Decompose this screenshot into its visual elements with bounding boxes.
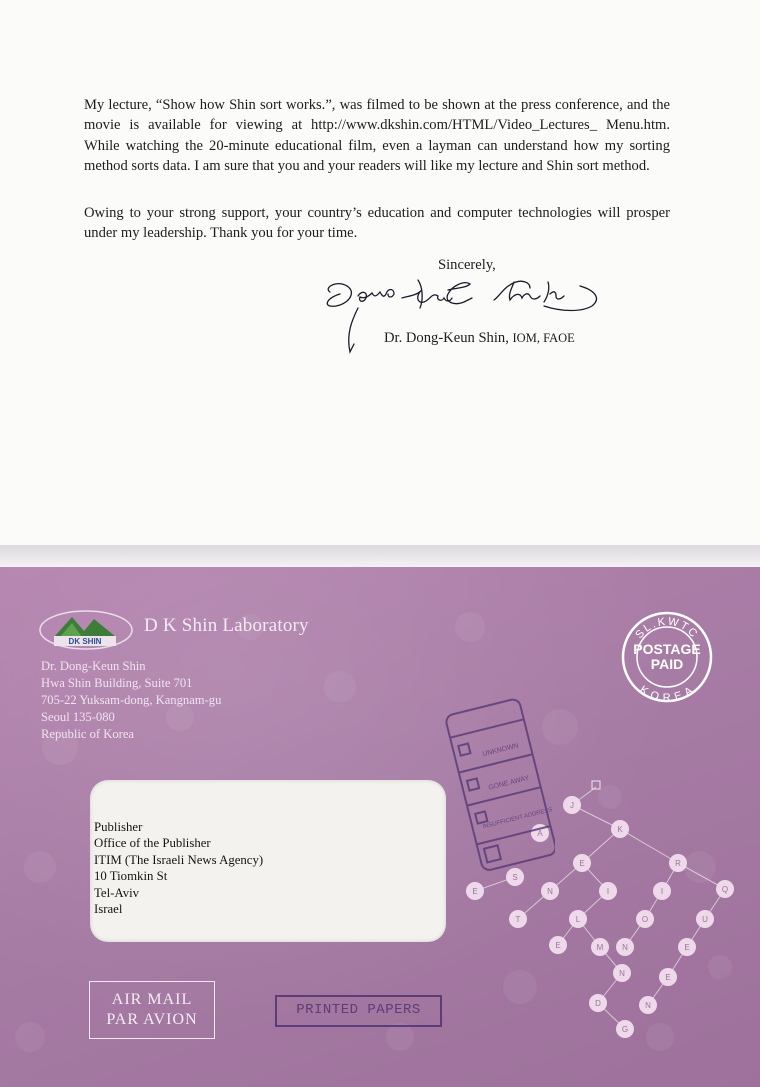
- svg-text:Q: Q: [721, 885, 729, 894]
- signer-titles: IOM, FAOE: [512, 331, 575, 345]
- postage-line1: POSTAGE: [633, 641, 701, 657]
- letter-paragraph-2: Owing to your strong support, your country’s education and computer technologies will prosper under my leadership. Thank you for your time.: [84, 205, 670, 242]
- tree-node: [696, 910, 714, 928]
- envelope: [0, 567, 760, 1087]
- svg-text:E: E: [555, 941, 561, 950]
- tree-node: [616, 1020, 634, 1038]
- stamp-label-insufficient: INSUFFICIENT ADDRESS: [482, 807, 554, 831]
- svg-text:E: E: [579, 859, 585, 868]
- svg-text:E: E: [472, 887, 478, 896]
- tree-node: [591, 938, 609, 956]
- airmail-line2: PAR AVION: [106, 1011, 198, 1028]
- dk-shin-logo: [38, 609, 134, 651]
- svg-text:I: I: [660, 887, 664, 896]
- tree-node: [659, 968, 677, 986]
- tree-node: [613, 964, 631, 982]
- tree-node: [569, 910, 587, 928]
- svg-text:S: S: [512, 873, 518, 882]
- tree-node: [639, 996, 657, 1014]
- svg-text:A: A: [537, 829, 543, 838]
- postage-ring-bottom: KOREA: [637, 683, 697, 703]
- recipient-line: 10 Tiomkin St: [94, 869, 168, 884]
- airmail-label: [89, 981, 215, 1039]
- recipient-line: Publisher: [94, 820, 143, 834]
- tree-root-marker: [592, 781, 600, 789]
- letter-paragraph-1: My lecture, “Show how Shin sort works.”, was filmed to be shown at the press conference, and the movie is available for viewing at http://www.dkshin.com/HTML/Video_Lectures_ Menu.htm. While watching the 20-minute educational film, even a layman can understand how my sorting method sorts data. I am sure that you and your readers will like my lecture and Shin sort method.: [84, 97, 670, 174]
- recipient-line: Office of the Publisher: [94, 836, 211, 851]
- signer-name: Dr. Dong-Keun Shin,: [384, 330, 509, 346]
- svg-text:N: N: [622, 943, 628, 952]
- lab-name: D K Shin Laboratory: [144, 615, 309, 636]
- recipient-line: ITIM (The Israeli News Agency): [94, 852, 264, 867]
- svg-text:N: N: [645, 1001, 651, 1010]
- sender-line: Republic of Korea: [41, 727, 135, 741]
- postage-paid-mark: [621, 611, 713, 703]
- svg-text:G: G: [621, 1025, 629, 1034]
- svg-text:I: I: [606, 887, 610, 896]
- svg-text:U: U: [702, 915, 708, 924]
- tree-node: [616, 938, 634, 956]
- postage-ring-top: SL.KWTC: [633, 615, 701, 642]
- sender-address: [41, 658, 221, 743]
- printed-papers-stamp: PRINTED PAPERS: [275, 995, 442, 1027]
- svg-text:N: N: [619, 969, 625, 978]
- recipient-line: Tel-Aviv: [94, 885, 140, 900]
- postage-paid-text: [621, 642, 713, 672]
- page-gap: [0, 545, 760, 567]
- svg-text:L: L: [575, 915, 581, 924]
- signer-line: [384, 330, 575, 347]
- tree-node: [599, 882, 617, 900]
- svg-text:J: J: [570, 801, 574, 810]
- tree-node: [669, 854, 687, 872]
- svg-text:K: K: [617, 825, 623, 834]
- stamp-label-unknown: UNKNOWN: [481, 742, 520, 759]
- sender-line: 705-22 Yuksam-dong, Kangnam-gu: [41, 693, 222, 707]
- sender-line: Hwa Shin Building, Suite 701: [41, 676, 193, 690]
- svg-text:E: E: [665, 973, 671, 982]
- recipient-line: Israel: [94, 902, 123, 917]
- svg-text:D: D: [595, 999, 601, 1008]
- tree-node: [589, 994, 607, 1012]
- return-to-sender-stamp: [445, 697, 555, 872]
- tree-node: [636, 910, 654, 928]
- tree-node: [541, 882, 559, 900]
- tree-node: [466, 882, 484, 900]
- tree-node: [653, 882, 671, 900]
- logo-text: DK SHIN: [68, 637, 102, 646]
- tree-node: [509, 910, 527, 928]
- tree-node: [611, 820, 629, 838]
- svg-text:M: M: [596, 943, 604, 952]
- postage-line2: PAID: [650, 656, 684, 672]
- tree-node: [678, 938, 696, 956]
- sender-line: Dr. Dong-Keun Shin: [41, 659, 146, 673]
- tree-node: [563, 796, 581, 814]
- svg-text:E: E: [684, 943, 690, 952]
- svg-text:R: R: [675, 859, 681, 868]
- stamp-label-gone-away: GONE AWAY: [487, 774, 530, 792]
- airmail-line1: AIR MAIL: [111, 991, 193, 1008]
- svg-text:O: O: [641, 915, 649, 924]
- tree-node: [573, 854, 591, 872]
- letter-closing: Sincerely,: [438, 257, 496, 273]
- svg-text:N: N: [547, 887, 553, 896]
- recipient-address: [94, 819, 263, 917]
- sender-line: Seoul 135-080: [41, 710, 115, 724]
- tree-node: [716, 880, 734, 898]
- tree-node: [549, 936, 567, 954]
- svg-text:T: T: [515, 915, 521, 924]
